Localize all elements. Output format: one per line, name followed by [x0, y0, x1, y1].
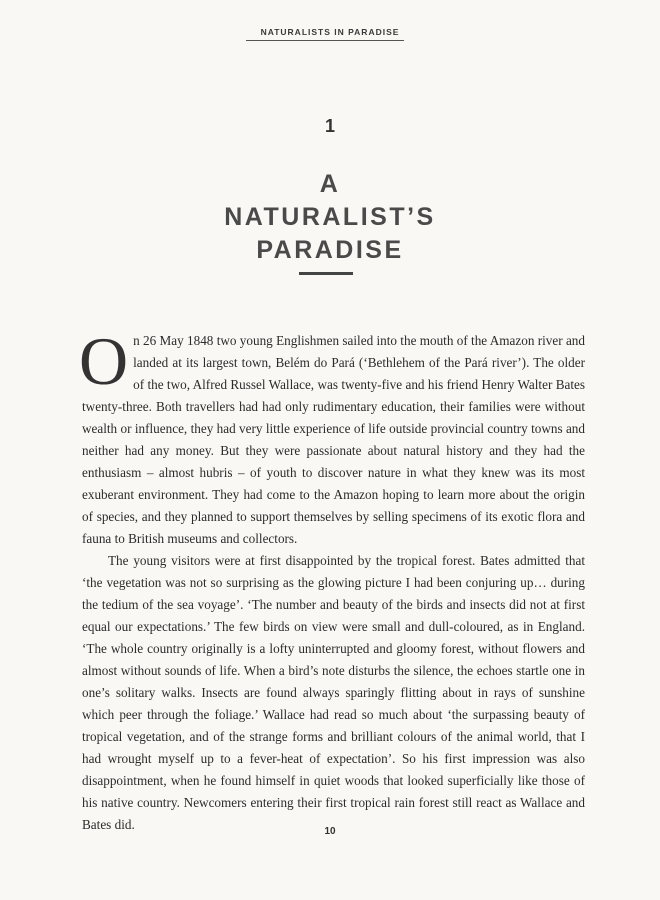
chapter-number: 1 — [324, 116, 335, 136]
paragraph — [79, 323, 585, 550]
chapter-title — [0, 168, 660, 267]
chapter-title-line: A — [319, 170, 341, 198]
running-head: NATURALISTS IN PARADISE — [260, 27, 400, 37]
body-text — [79, 323, 585, 836]
running-head-rule — [246, 40, 404, 41]
paragraph-text: n 26 May 1848 two young Englishmen sailed into the mouth of the Amazon river and landed at its largest town, Belém do Pará (‘Bethlehem of the Pará river’). The older of the two, Alfred Russel Wallace, was twenty-five and his friend Henry Walter Bates twenty-three. Both travellers had had only rudimentary education, their families were without wealth or influence, they had very little experience of life outside provincial country towns and neither had any money. But they were passionate about natural history and they had the enthusiasm – almost hubris – of youth to discover nature in what they knew was its most exuberant environment. They had come to the Amazon hoping to learn more about the origin of species, and they planned to support themselves by selling specimens of its exotic flora and fauna to British museums and collectors. — [82, 333, 585, 546]
paragraph: The young visitors were at first disappointed by the tropical forest. Bates admitted that ‘the vegetation was not so surprising as the glowing picture I had been conjuring up… during the tedium of the sea voyage’. ‘The number and beauty of the birds and insects did not at first equal our expectations.’ The few birds on view were small and dull-coloured, as in England. ‘The whole country originally is a lofty uninterrupted and gloomy forest, without flowers and almost without sounds of life. When a bird’s note disturbs the silence, the echoes startle one in one’s solitary walks. Insects are found always sparingly flitting about in rays of sunshine which peer through the foliage.’ Wallace had read so much about ‘the surpassing beauty of tropical vegetation, and of the strange forms and brilliant colours of the animal world, that I had wrought myself up to a fever-heat of expectation’. So his first impression was also disappointment, when he found himself in quiet woods that looked superficially like those of his native country. Newcomers entering their first tropical rain forest still react as Wallace and Bates did. — [82, 553, 585, 832]
chapter-title-line: PARADISE — [256, 236, 404, 264]
drop-cap: O — [79, 323, 129, 399]
page-number: 10 — [324, 826, 336, 837]
chapter-title-line: NATURALIST’S — [224, 203, 436, 231]
title-rule — [299, 272, 353, 275]
